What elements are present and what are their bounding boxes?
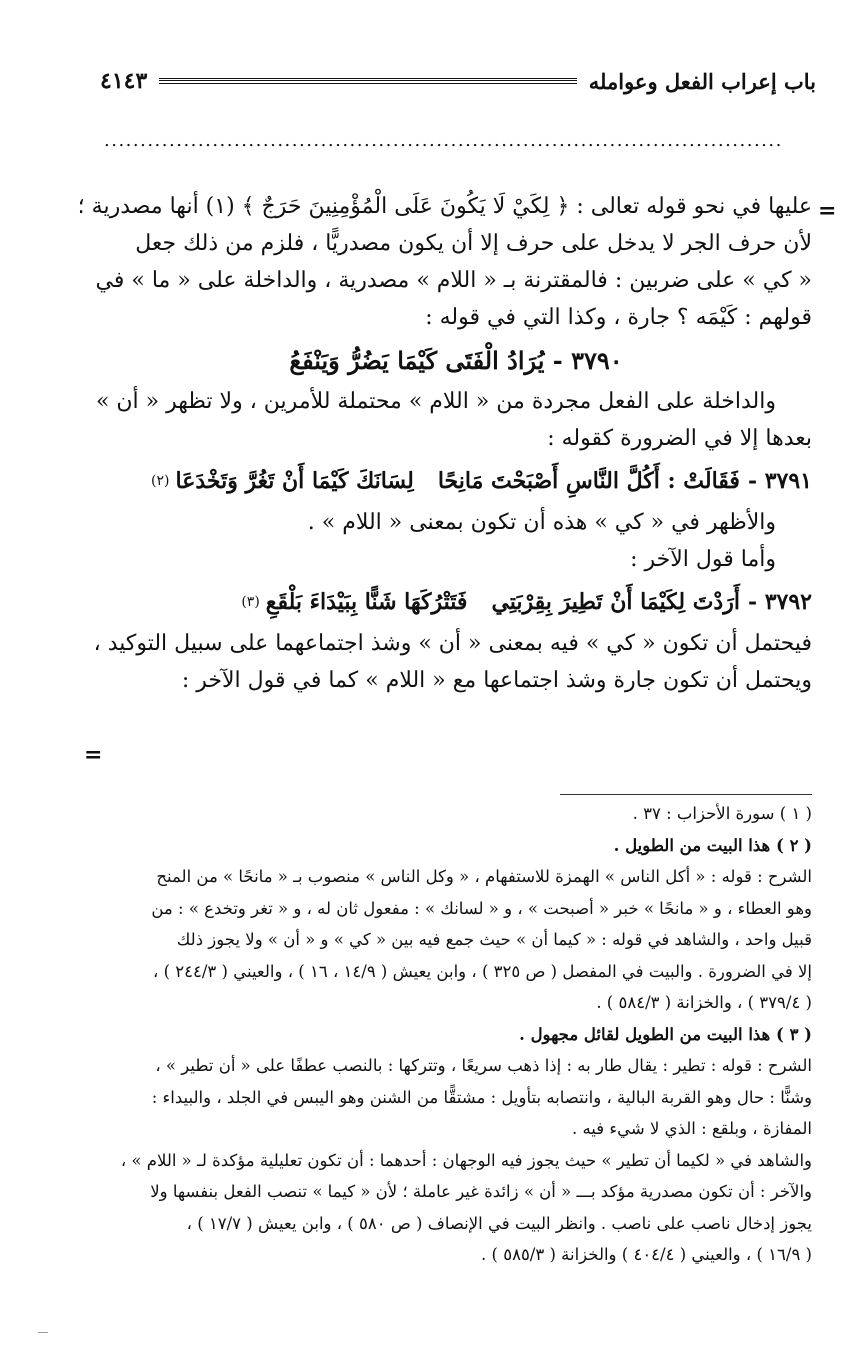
poem-3792 [100,578,812,625]
text-line-1: عليها في نحو قوله تعالى : ﴿ لِكَيْ لَا يَكُونَ عَلَى الْمُؤْمِنِينَ حَرَجٌ ﴾ (١) أنها مصدرية ؛ [77,194,812,219]
footnote-ref: (٢) [151,473,170,489]
footnote-2-line: قبيل واحد ، والشاهد في قوله : « كيما أن » حيث جمع فيه بين « كي » و « أن » ولا يجوز ذلك [176,930,812,949]
footnote-2-line: وهو العطاء ، و « مانحًا » خبر « أصبحت » ، و « لسانك » : مفعول ثان له ، و « تغر وتخدع » : من [151,898,812,918]
verse-3790: ٣٧٩٠ - يُرَادُ الْفَتَى كَيْمَا يَضُرُّ وَيَنْفَعُ [289,346,623,375]
poem-second-hemistich: لِسَانَكَ كَيْمَا أَنْ تَغُرَّ وَتَخْدَعَا [175,468,414,494]
text-line-2: لأن حرف الجر لا يدخل على حرف إلا أن يكون مصدريًّا ، فلزم من ذلك جعل [135,231,812,256]
footnote-1: ( ١ ) سورة الأحزاب : ٣٧ . [632,804,812,823]
footnote-3-line: ( ١٦/٩ ) ، والعيني ( ٤٠٤/٤ ) والخزانة ( ٥٨٥/٣ ) . [481,1245,812,1264]
footnote-3-line: والشاهد في « لكيما أن تطير » حيث يجوز فيه الوجهان : أحدهما : أن تكون تعليلية مؤكدة لـ « اللام » ، [120,1150,812,1170]
continuation-mark-top: = [818,198,837,224]
chapter-title: باب إعراب الفعل وعوامله [588,68,816,94]
text-line-5: والداخلة على الفعل مجردة من « اللام » محتملة للأمرين ، ولا تظهر « أن » [95,389,776,414]
poem-second-hemistich: فَتَتْرُكَهَا شَنًّا بِبَيْدَاءَ بَلْقَعِ [265,589,468,615]
scan-mark [38,1332,48,1334]
footnote-2-line: إلا في الضرورة . والبيت في المفصل ( ص ٣٢٥ ) ، وابن يعيش ( ١٤/٩ ، ١٦ ) ، والعيني ( ٢٤٤/٣ ) ، [153,961,812,981]
footnotes [100,798,812,1271]
footnote-3-line: والآخر : أن تكون مصدرية مؤكد بـــ « أن » زائدة غير عاملة ؛ لأن « كيما » تنصب الفعل بنفسها ولا [150,1182,812,1201]
running-header [100,64,816,98]
header-rule [159,78,577,84]
poem-first-hemistich: أَرَدْتَ لِكَيْمَا أَنْ تَطِيرَ بِقِرْبَتِي [491,589,740,615]
text-line-9: فيحتمل أن تكون « كي » فيه بمعنى « أن » وشذ اجتماعهما على سبيل التوكيد ، [93,631,812,656]
poem-number: ٣٧٩١ - [747,468,812,494]
footnote-2-line: ( ٣٧٩/٤ ) ، والخزانة ( ٥٨٤/٣ ) . [596,993,812,1012]
text-line-3: « كي » على ضربين : فالمقترنة بـ « اللام » مصدرية ، والداخلة على « ما » في [95,268,812,293]
poem-number: ٣٧٩٢ - [747,589,812,615]
footnote-3-line: الشرح : قوله : تطير : يقال طار به : إذا ذهب سريعًا ، وتتركها : بالنصب عطفًا على « أن تطير » ، [155,1056,812,1075]
footnotes-rule [560,794,812,795]
text-line-4: قولهم : كَيْمَه ؟ جارة ، وكذا التي في قوله : [425,305,812,330]
page-number: ٤١٤٣ [100,68,148,94]
main-text [77,188,812,699]
text-line-6: بعدها إلا في الضرورة كقوله : [547,426,812,451]
text-line-10: ويحتمل أن تكون جارة وشذ اجتماعها مع « اللام » كما في قول الآخر : [181,668,812,693]
text-line-8: وأما قول الآخر : [630,547,776,572]
text-line-7: والأظهر في « كي » هذه أن تكون بمعنى « اللام » . [307,510,776,535]
continuation-mark-bottom: = [84,742,103,768]
dotted-separator: .............................................................................................. [104,130,783,151]
footnote-2-title: ( ٢ ) هذا البيت من الطويل . [613,835,812,855]
poem-first-hemistich: فَقَالَتْ : أَكُلَّ النَّاسِ أَصْبَحْتَ مَانِحًا [437,468,740,494]
footnote-3-line: المفازة ، وبلقع : الذي لا شيء فيه . [571,1119,812,1138]
footnote-3-line: وشنًّا : حال وهو القربة البالية ، وانتصابه بتأويل : مشتقًّا من الشنن وهو اليبس في الجلد ، والبيداء : [151,1087,812,1107]
footnote-ref: (٣) [241,594,260,610]
poem-3791 [100,457,812,504]
footnote-3-line: يجوز إدخال ناصب على ناصب . وانظر البيت في الإنصاف ( ص ٥٨٠ ) ، وابن يعيش ( ١٧/٧ ) ، [186,1213,812,1233]
footnote-2-line: الشرح : قوله : « أكل الناس » الهمزة للاستفهام ، « وكل الناس » منصوب بـ « مانحًا » من المنح [156,867,812,886]
footnote-3-title: ( ٣ ) هذا البيت من الطويل لقائل مجهول . [519,1024,812,1044]
